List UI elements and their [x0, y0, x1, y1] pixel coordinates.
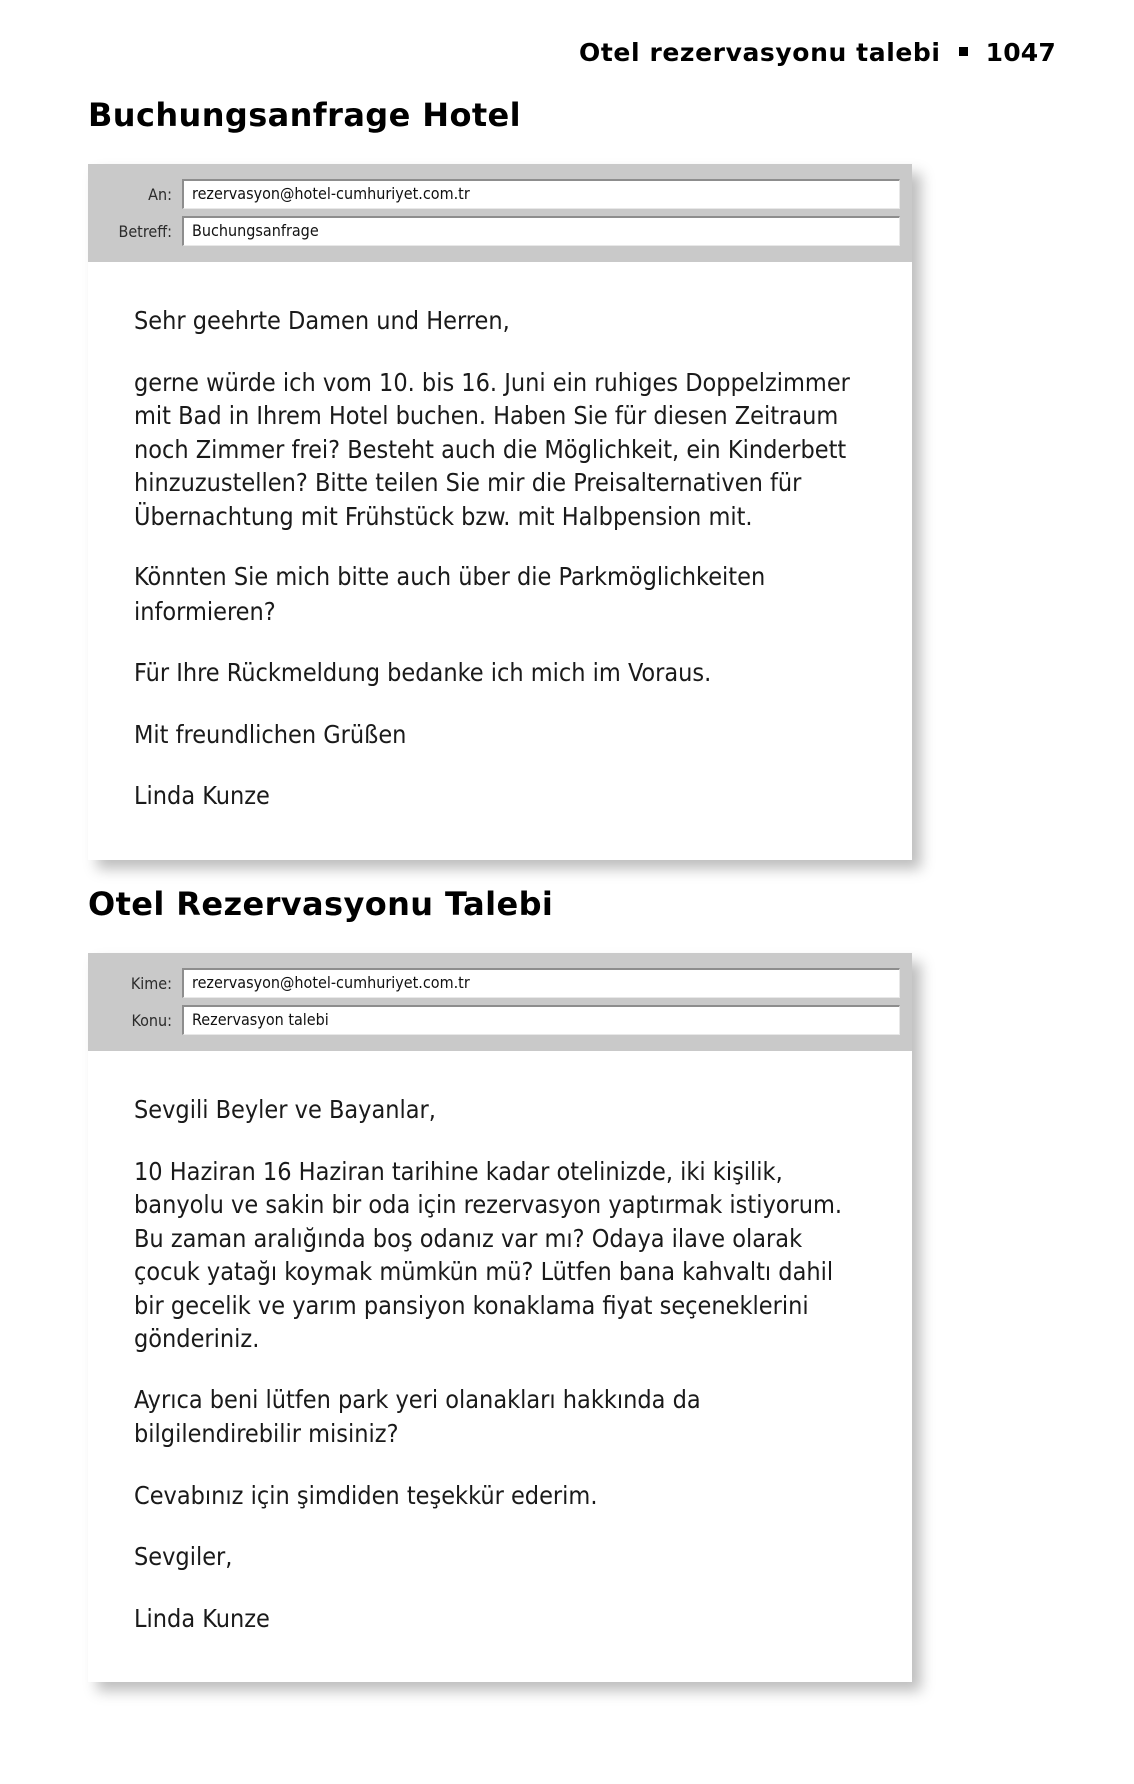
section-title-turkish: Otel Rezervasyonu Talebi — [88, 885, 554, 923]
to-field-label-turkish: Kime: — [130, 973, 172, 993]
signature-turkish: Linda Kunze — [134, 1603, 270, 1633]
salutation-turkish: Sevgili Beyler ve Bayanlar, — [134, 1095, 436, 1124]
section-otel-rezervasyonu-talebi — [0, 885, 1134, 1682]
paragraph-thanks-turkish: Cevabınız için şimdiden teşekkür ederim. — [134, 1480, 598, 1510]
closing-german: Mit freundlichen Grüßen — [134, 719, 407, 749]
subject-field-label-turkish: Konu: — [131, 1010, 172, 1030]
email-mock-german — [88, 164, 912, 860]
email-header-fields-german — [88, 164, 912, 262]
paragraph-main-turkish: 10 Haziran 16 Haziran tarihine kadar otelinizde, iki kişilik, banyolu ve sakin bir oda için rezervasyon yaptırmak istiyorum. Bu zaman aralığında boş odanız var mı? Odaya ilave olarak çocuk yatağı koymak mümkün mü? Lütfen bana kahvaltı dahil bir gecelik ve yarım pansiyon konaklama fiyat seçeneklerini gönderiniz. — [134, 1156, 843, 1353]
signature-german: Linda Kunze — [134, 781, 270, 810]
closing-turkish: Sevgiler, — [134, 1542, 233, 1571]
email-body-turkish — [88, 1051, 912, 1682]
field-row-subject-german — [100, 216, 900, 246]
email-mock-turkish — [88, 953, 912, 1682]
page-number: 1047 — [985, 38, 1056, 67]
subject-field-input-german[interactable]: Buchungsanfrage — [182, 216, 900, 246]
email-header-fields-turkish — [88, 953, 912, 1051]
subject-field-label-german: Betreff: — [118, 221, 172, 241]
salutation-german: Sehr geehrte Damen und Herren, — [134, 306, 510, 335]
running-header-title: Otel rezervasyonu talebi — [579, 38, 941, 67]
field-row-subject-turkish — [100, 1005, 900, 1035]
section-buchungsanfrage-hotel — [0, 96, 1134, 860]
email-body-german — [88, 262, 912, 860]
paragraph-main-german: gerne würde ich vom 10. bis 16. Juni ein ruhiges Doppelzimmer mit Bad in Ihrem Hotel buchen. Haben Sie für diesen Zeitraum noch Zimmer frei? Besteht auch die Möglichkeit, ein Kinderbett hinzuzustellen? Bitte teilen Sie mir die Preisalternativen für Übernachtung mit Frühstück bzw. mit Halbpension mit. — [134, 367, 850, 531]
paragraph-parking-turkish: Ayrıca beni lütfen park yeri olanakları hakkında da bilgilendirebilir misiniz? — [134, 1384, 701, 1448]
to-field-label-german: An: — [148, 184, 172, 204]
subject-field-input-turkish[interactable]: Rezervasyon talebi — [182, 1005, 900, 1035]
to-field-input-turkish[interactable]: rezervasyon@hotel-cumhuriyet.com.tr — [182, 968, 900, 998]
to-field-input-german[interactable]: rezervasyon@hotel-cumhuriyet.com.tr — [182, 179, 900, 209]
bullet-separator-icon — [959, 47, 968, 56]
paragraph-thanks-german: Für Ihre Rückmeldung bedanke ich mich im Voraus. — [134, 658, 712, 687]
page-running-header — [579, 38, 1056, 67]
paragraph-parking-german: Könnten Sie mich bitte auch über die Parkmöglichkeiten informieren? — [134, 562, 766, 626]
field-row-to-turkish — [100, 968, 900, 998]
section-title-german: Buchungsanfrage Hotel — [88, 96, 521, 134]
field-row-to-german — [100, 179, 900, 209]
